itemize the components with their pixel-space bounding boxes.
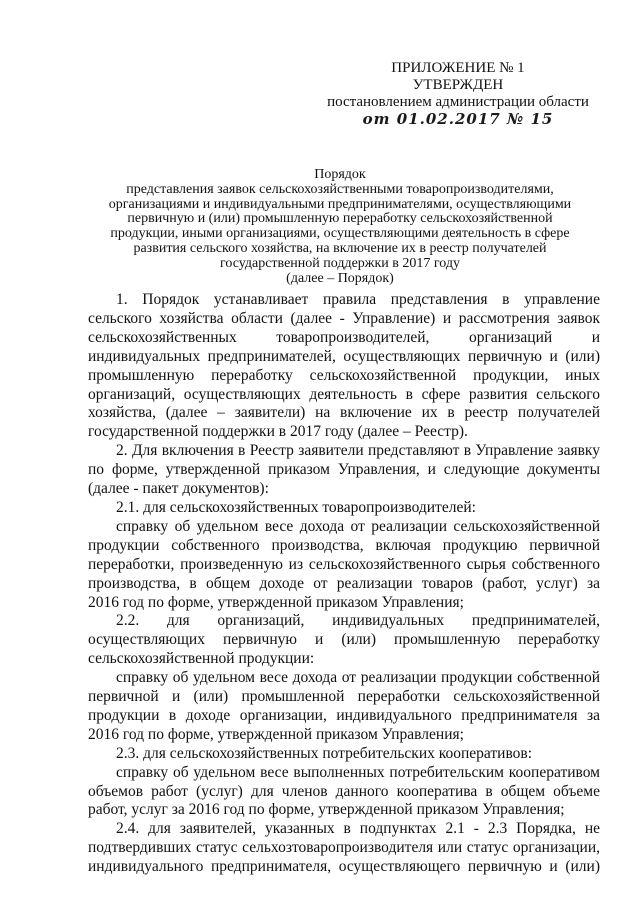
body-line: промышленную переработку сельскохозяйственной продукции, иных [88, 366, 600, 384]
title-line: развития сельского хозяйства, на включение их в реестр получателей [133, 240, 547, 256]
body-line: производства, в общем доходе от реализации товаров (работ, услуг) за [88, 574, 600, 592]
approval-stamp-block [318, 60, 598, 128]
approved-by: постановлением администрации области [327, 94, 589, 110]
title-line: представления заявок сельскохозяйственными товаропроизводителями, [126, 181, 554, 197]
body-line: организаций, осуществляющих деятельность в сфере развития сельского [88, 385, 600, 403]
title-line: (далее – Порядок) [286, 270, 394, 286]
title-line: государственной поддержки в 2017 году [219, 255, 461, 271]
body-line: 1. Порядок устанавливает правила представления в управление [116, 291, 600, 308]
body-line: справку об удельном весе дохода от реализации продукции собственной [116, 669, 600, 687]
title-line: продукции, иными организациями, осуществляющими деятельность в сфере [110, 226, 570, 242]
body-line: 2016 год по форме, утвержденной приказом Управления; [88, 593, 464, 611]
body-line: объемов работ (услуг) для членов данного кооператива в общем объеме [88, 782, 600, 800]
body-line: сельскохозяйственных товаропроизводителей, организаций и [88, 328, 600, 346]
handwritten-date: от 01.02.2017 № 15 [362, 110, 554, 128]
body-line: продукции собственного производства, включая продукцию первичной [88, 536, 600, 554]
body-line: сельского хозяйства области (далее - Управление) и рассмотрения заявок [88, 309, 600, 327]
title-line: организациями и индивидуальными предпринимателями, осуществляющими [108, 196, 572, 212]
body-line: индивидуального предпринимателя, осуществляющего первичную и (или) [88, 858, 600, 876]
appendix-number: ПРИЛОЖЕНИЕ № 1 [391, 60, 525, 76]
document-title [80, 168, 600, 286]
body-line: (далее - пакет документов): [88, 480, 269, 498]
body-line: индивидуальных предпринимателей, осуществляющих первичную и (или) [88, 347, 600, 365]
body-line: 2.2. для организаций, индивидуальных предпринимателей, [116, 612, 600, 630]
document-body [88, 291, 600, 877]
body-line: первичной и (или) промышленной переработки сельскохозяйственной [88, 688, 600, 706]
body-line: сельскохозяйственной продукции: [88, 650, 315, 668]
title-line: первичную и (или) промышленную переработку сельскохозяйственной [127, 211, 553, 227]
body-line: хозяйства, (далее – заявители) на включение их в реестр получателей [88, 404, 600, 422]
title-line: Порядок [314, 167, 366, 182]
body-line: справку об удельном весе выполненных потребительским кооперативом [116, 763, 600, 781]
body-line: 2.4. для заявителей, указанных в подпунктах 2.1 - 2.3 Порядка, не [116, 820, 600, 838]
body-line: переработки, произведенную из сельскохозяйственного сырья собственного [88, 555, 600, 573]
body-line: справку об удельном весе дохода от реализации сельскохозяйственной [116, 517, 600, 535]
body-line: по форме, утвержденной приказом Управления, и следующие документы [88, 461, 600, 479]
body-line: работ, услуг за 2016 год по форме, утвержденной приказом Управления; [88, 801, 565, 819]
approved-label: УТВЕРЖДЕН [412, 77, 504, 93]
body-line: 2016 год по форме, утвержденной приказом Управления; [88, 725, 464, 743]
body-line: продукции в доходе организации, индивидуального предпринимателя за [88, 706, 600, 724]
body-line: 2.3. для сельскохозяйственных потребительских кооперативов: [116, 744, 533, 762]
body-line: подтвердивших статус сельхозтоваропроизводителя или статус организации, [88, 839, 600, 857]
body-line: осуществляющих первичную и (или) промышленную переработку [88, 631, 600, 649]
body-line: 2. Для включения в Реестр заявители представляют в Управление заявку [116, 442, 600, 460]
body-line: 2.1. для сельскохозяйственных товаропроизводителей: [116, 498, 476, 516]
body-line: государственной поддержки в 2017 году (далее – Реестр). [88, 423, 468, 441]
